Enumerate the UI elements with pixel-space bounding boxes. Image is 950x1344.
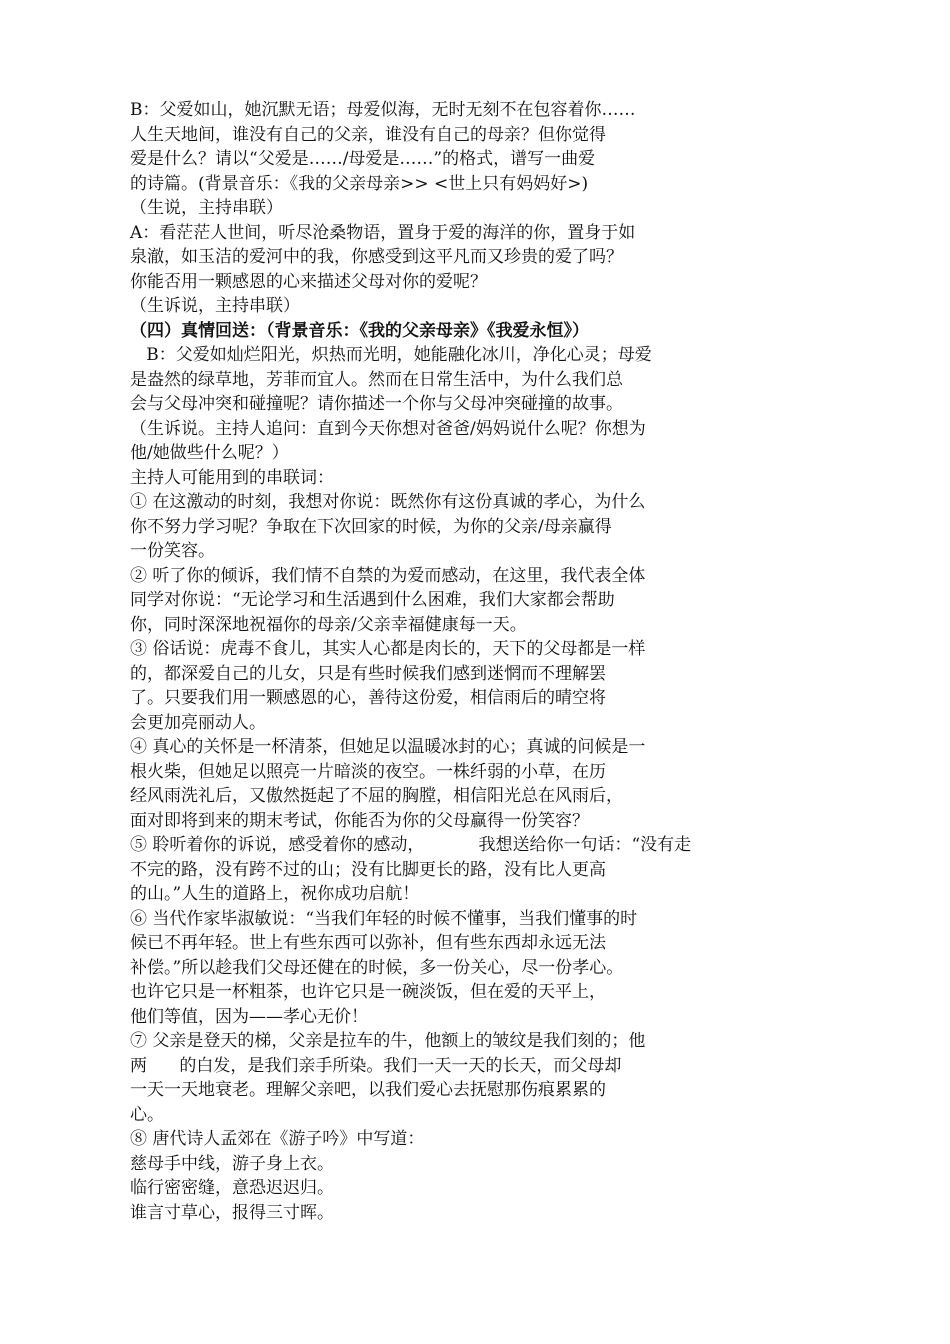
text-line: ④ 真心的关怀是一杯清茶，但她足以温暖冰封的心；真诚的问候是一 (130, 737, 646, 757)
text-line: 一份笑容。 (130, 541, 215, 561)
text-line: 的山。”人生的道路上，祝你成功启航！ (130, 884, 420, 904)
text-line: 谁言寸草心，报得三寸晖。 (130, 1202, 334, 1223)
text-line: 会更加亮丽动人。 (130, 712, 266, 733)
text-line: 补偿。”所以趁我们父母还健在的时候，多一份关心，尽一份孝心。 (130, 957, 624, 978)
text-line: 同学对你说：“无论学习和生活遇到什么困难，我们大家都会帮助 (130, 590, 615, 610)
text-line: ③ 俗话说：虎毒不食儿，其实人心都是肉长的，天下的父母都是一样 (130, 639, 646, 659)
text-line: ⑤ 聆听着你的诉说，感受着你的感动， 我想送给你一句话：“没有走 (130, 835, 692, 855)
text-line: 会与父母冲突和碰撞呢？请你描述一个你与父母冲突碰撞的故事。 (130, 394, 623, 414)
text-line: 不完的路，没有跨不过的山；没有比脚更长的路，没有比人更高 (130, 859, 606, 880)
text-line: （生诉说。主持人追问：直到今天你想对爸爸/妈妈说什么呢？你想为 (130, 418, 646, 439)
text-line: 临行密密缝，意恐迟迟归。 (130, 1178, 334, 1198)
section-heading: （四）真情回送：（背景音乐：《我的父亲母亲》《我爱永恒》） (130, 320, 589, 341)
text-line: 主持人可能用到的串联词： (130, 467, 334, 488)
text-line: 候已不再年轻。世上有些东西可以弥补，但有些东西却永远无法 (130, 933, 606, 953)
text-line: 也许它只是一杯粗茶，也许它只是一碗淡饭，但在爱的天平上， (130, 982, 606, 1002)
text-line: A：看茫茫人世间，听尽沧桑物语，置身于爱的海洋的你，置身于如 (130, 222, 636, 243)
text-line: 爱是什么？请以“父爱是……/母爱是……”的格式，谱写一曲爱 (130, 149, 596, 169)
document-body (130, 98, 830, 1225)
text-line: 人生天地间，谁没有自己的父亲，谁没有自己的母亲？但你觉得 (130, 124, 606, 145)
text-line: ② 听了你的倾诉，我们情不自禁的为爱而感动，在这里，我代表全体 (130, 565, 646, 586)
text-line: ⑥ 当代作家毕淑敏说：“当我们年轻的时候不懂事，当我们懂事的时 (130, 908, 638, 929)
text-line: ⑦ 父亲是登天的梯，父亲是拉车的牛，他额上的皱纹是我们刻的；他 (130, 1031, 646, 1051)
text-line: 你不努力学习呢？争取在下次回家的时候，为你的父亲/母亲赢得 (130, 516, 612, 537)
text-line: 慈母手中线，游子身上衣。 (130, 1153, 334, 1174)
text-line: B：父爱如山，她沉默无语；母爱似海，无时无刻不在包容着你…… (130, 100, 636, 120)
text-line: ① 在这激动的时刻，我想对你说：既然你有这份真诚的孝心，为什么 (130, 492, 646, 512)
text-line: 两 的白发，是我们亲手所染。我们一天一天的长天，而父母却 (130, 1055, 622, 1076)
text-line: 他们等值，因为——孝心无价！ (130, 1006, 368, 1027)
text-line: 你能否用一颗感恩的心来描述父母对你的爱呢？ (130, 271, 487, 292)
text-line: 面对即将到来的期末考试，你能否为你的父母赢得一份笑容？ (130, 810, 589, 831)
text-line: 你，同时深深地祝福你的母亲/父亲幸福健康每一天。 (130, 614, 527, 635)
text-line: 心。 (130, 1104, 164, 1125)
text-line: （生说，主持串联） (130, 198, 283, 218)
text-line: 根火柴，但她足以照亮一片暗淡的夜空。一株纤弱的小草，在历 (130, 761, 606, 782)
text-line: B：父爱如灿烂阳光，炽热而光明，她能融化冰川，净化心灵；母爱 (130, 345, 652, 365)
text-line: 泉澈，如玉洁的爱河中的我，你感受到这平凡而又珍贵的爱了吗？ (130, 247, 623, 267)
text-line: 一天一天地衰老。理解父亲吧，以我们爱心去抚慰那伤痕累累的 (130, 1080, 606, 1100)
text-line: 经风雨洗礼后，又傲然挺起了不屈的胸膛，相信阳光总在风雨后， (130, 786, 623, 806)
text-line: 他/她做些什么呢？） (130, 443, 289, 463)
text-line: （生诉说，主持串联） (130, 296, 300, 316)
text-line: 了。只要我们用一颗感恩的心，善待这份爱，相信雨后的晴空将 (130, 688, 606, 708)
text-line: 是盎然的绿草地，芳菲而宜人。然而在日常生活中，为什么我们总 (130, 369, 623, 390)
text-line: 的诗篇。(背景音乐：《我的父亲母亲>> <世上只有妈妈好>) (130, 173, 589, 194)
text-line: ⑧ 唐代诗人孟郊在《游子吟》中写道： (130, 1129, 425, 1149)
text-line: 的，都深爱自己的儿女，只是有些时候我们感到迷惘而不理解罢 (130, 663, 606, 684)
